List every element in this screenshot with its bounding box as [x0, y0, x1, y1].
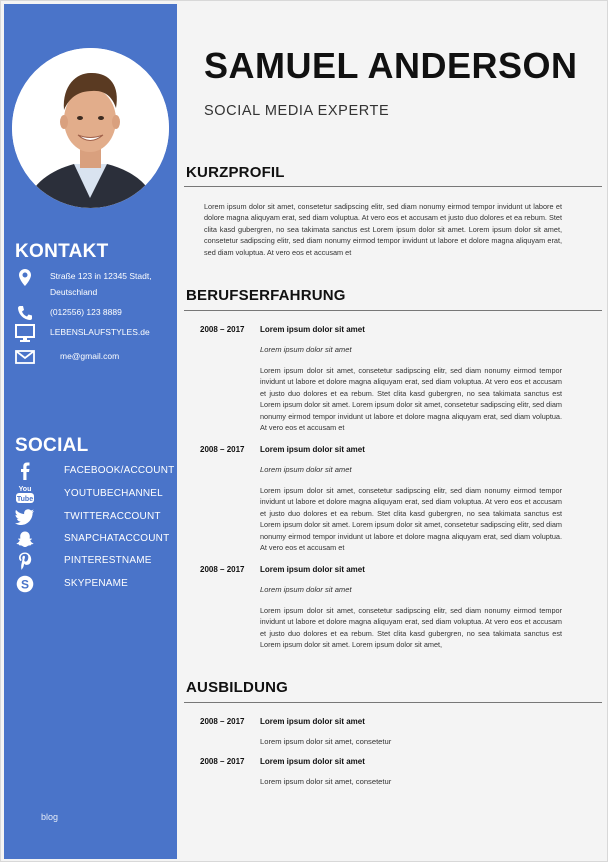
social-heading: SOCIAL: [15, 435, 89, 456]
experience-description: Lorem ipsum dolor sit amet, consetetur sadipscing elitr, sed diam nonumy eirmod tempor invidunt ut labore et dolore magna aliquyam erat, sed diam voluptua. At vero eos et accusam et justo duo dolores et ea rebum. Stet clita kasd gubergren, no sea takimata sanctus est Lorem ipsum dolor sit amet. Lorem ipsum dolor sit amet, consetetur sadipscing elitr, sed diam nonumy eirmod tempor invidunt ut labore et dolore magna aliquyam erat, sed diam voluptua. At vero eos et accusam et: [260, 486, 562, 553]
contact-website: [14, 324, 150, 342]
contact-address: [14, 268, 170, 300]
experience-heading: BERUFSERFAHRUNG: [186, 287, 346, 304]
monitor-icon: [14, 324, 36, 342]
location-pin-icon: [14, 268, 36, 286]
svg-text:You: You: [18, 486, 32, 493]
experience-description: Lorem ipsum dolor sit amet, consetetur sadipscing elitr, sed diam nonumy eirmod tempor invidunt ut labore et dolore magna aliquyam erat, sed diam voluptua. At vero eos et accusam et justo duo dolores et ea rebum. Stet clita kasd gubergren, no sea takimata sanctus est Lorem ipsum dolor sit amet. Lorem ipsum dolor sit amet,: [260, 606, 562, 650]
education-title: Lorem ipsum dolor sit amet: [260, 717, 365, 726]
education-description: Lorem ipsum dolor sit amet, consetetur: [260, 737, 392, 746]
experience-subtitle: Lorem ipsum dolor sit amet: [260, 585, 352, 594]
social-facebook-text: FACEBOOK/ACCOUNT: [64, 465, 175, 476]
sidebar: [4, 4, 177, 859]
experience-years: 2008 – 2017: [200, 445, 245, 454]
experience-description: Lorem ipsum dolor sit amet, consetetur sadipscing elitr, sed diam nonumy eirmod tempor invidunt ut labore et dolore magna aliquyam erat, sed diam voluptua. At vero eos et accusam et justo duo dolores et ea rebum. Stet clita kasd gubergren, no sea takimata sanctus est Lorem ipsum dolor sit amet. Lorem ipsum dolor sit amet, consetetur sadipscing elitr, sed diam nonumy eirmod tempor invidunt ut labore et dolore magna aliquyam erat, sed diam voluptua. At vero eos et accusam et: [260, 366, 562, 433]
portrait-image: [12, 48, 169, 208]
profile-photo: [12, 48, 169, 208]
social-pinterest-text: PINTERESTNAME: [64, 555, 152, 566]
svg-text:Tube: Tube: [16, 496, 34, 503]
social-facebook: [14, 462, 174, 480]
job-title: SOCIAL MEDIA EXPERTE: [204, 103, 390, 119]
social-snapchat-text: SNAPCHATACCOUNT: [64, 533, 170, 544]
social-twitter: [14, 508, 161, 526]
profile-divider: [184, 186, 602, 187]
envelope-icon: [14, 348, 36, 366]
profile-heading: KURZPROFIL: [186, 164, 285, 181]
contact-address-text: Straße 123 in 12345 Stadt, Deutschland: [50, 271, 152, 297]
full-name: SAMUEL ANDERSON: [204, 45, 578, 86]
experience-title: Lorem ipsum dolor sit amet: [260, 325, 365, 334]
education-years: 2008 – 2017: [200, 757, 245, 766]
experience-title: Lorem ipsum dolor sit amet: [260, 445, 365, 454]
svg-text:S: S: [20, 577, 30, 592]
social-youtube-text: YOUTUBECHANNEL: [64, 488, 163, 499]
social-pinterest: [14, 552, 152, 570]
social-twitter-text: TWITTERACCOUNT: [64, 511, 161, 522]
contact-website-text: LEBENSLAUFSTYLES.de: [50, 327, 150, 337]
social-skype: [14, 575, 128, 593]
contact-phone-text: (012556) 123 8889: [50, 307, 122, 317]
education-heading: AUSBILDUNG: [186, 679, 288, 696]
experience-title: Lorem ipsum dolor sit amet: [260, 565, 365, 574]
footer-blog-text: blog: [41, 812, 59, 822]
social-youtube: [14, 485, 163, 503]
snapchat-icon: [14, 530, 36, 548]
contact-email: [14, 348, 119, 366]
contact-heading: KONTAKT: [15, 241, 109, 262]
experience-subtitle: Lorem ipsum dolor sit amet: [260, 345, 352, 354]
profile-text: Lorem ipsum dolor sit amet, consetetur sadipscing elitr, sed diam nonumy eirmod tempor invidunt ut labore et dolore magna aliquyam erat, sed diam voluptua. At vero eos et accusam et justo duo dolores et ea rebum. Stet clita kasd gubergren, no sea takimata sanctus est Lorem ipsum dolor sit amet. Lorem ipsum dolor sit amet, consetetur sadipscing elitr, sed diam nonumy eirmod tempor invidunt ut labore et dolore magna aliquyam erat, sed diam voluptua. At vero eos et accusam et: [204, 202, 562, 257]
pinterest-icon: [14, 552, 36, 570]
contact-email-text: me@gmail.com: [60, 351, 120, 361]
experience-years: 2008 – 2017: [200, 565, 245, 574]
social-skype-text: SKYPENAME: [64, 578, 129, 589]
contact-phone: [14, 304, 122, 322]
skype-icon: [14, 575, 36, 593]
facebook-icon: [14, 462, 36, 480]
experience-divider: [184, 310, 602, 311]
youtube-icon: [14, 485, 36, 503]
education-divider: [184, 702, 602, 703]
phone-icon: [14, 304, 36, 322]
experience-subtitle: Lorem ipsum dolor sit amet: [260, 465, 352, 474]
education-years: 2008 – 2017: [200, 717, 245, 726]
education-title: Lorem ipsum dolor sit amet: [260, 757, 365, 766]
experience-years: 2008 – 2017: [200, 325, 245, 334]
education-description: Lorem ipsum dolor sit amet, consetetur: [260, 777, 392, 786]
twitter-icon: [14, 508, 36, 526]
social-snapchat: [14, 530, 169, 548]
